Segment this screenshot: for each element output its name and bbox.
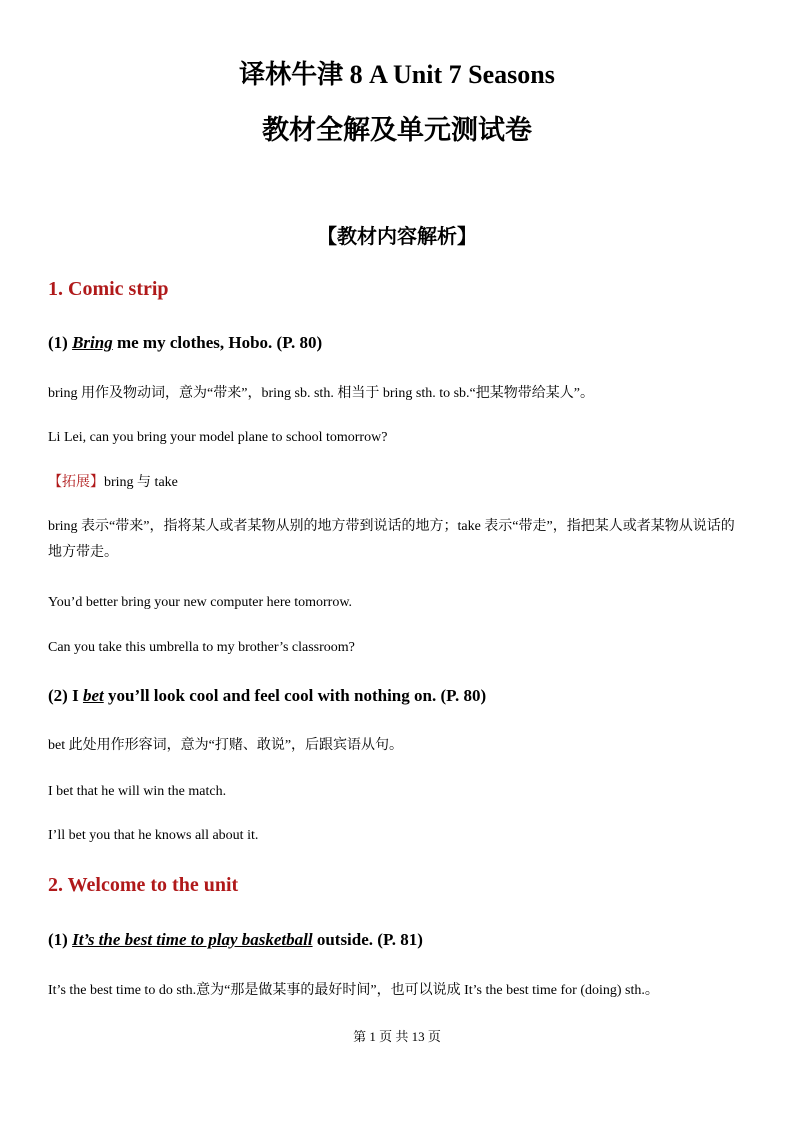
section-heading-welcome: 2. Welcome to the unit (48, 874, 239, 896)
point-sentence: outside. (P. 81) (312, 930, 423, 949)
example-sentence: You’d better bring your new computer here tomorrow. (48, 595, 353, 610)
explanation-text: It’s the best time to do sth.意为“那是做某事的最好时间”，也可以说成 It’s the best time for (doing) sth.。 (48, 983, 659, 998)
point-sentence: you’ll look cool and feel cool with nothing on. (P. 80) (103, 686, 487, 705)
key-word: Bring (72, 333, 113, 352)
example-sentence: I’ll bet you that he knows all about it. (48, 828, 259, 843)
example-sentence: I bet that he will win the match. (48, 784, 227, 799)
point-number: (2) I (48, 686, 83, 705)
document-title: 译林牛津 8 A Unit 7 Seasons (239, 60, 555, 89)
extension-explanation: bring 表示“带来”，指将某人或者某物从别的地方带到说话的地方；take 表示“带走”，指把某人或者某物从说话的地方带走。 (48, 519, 735, 560)
extension-line (48, 470, 748, 496)
point-heading-bring (48, 333, 322, 353)
point-number: (1) (48, 930, 73, 949)
document-subtitle: 教材全解及单元测试卷 (262, 115, 532, 145)
extension-label: 【拓展】 (48, 475, 104, 490)
point-heading-bet (48, 686, 486, 706)
section-heading-comic-strip: 1. Comic strip (48, 278, 169, 300)
explanation-text: bring 用作及物动词，意为“带来”，bring sb. sth. 相当于 bring sth. to sb.“把某物带给某人”。 (48, 386, 594, 401)
point-number: (1) (48, 333, 73, 352)
example-sentence: Li Lei, can you bring your model plane to school tomorrow? (48, 430, 388, 445)
section-label: 【教材内容解析】 (317, 226, 477, 248)
key-word: bet (82, 686, 104, 705)
explanation-text: bet 此处用作形容词，意为“打赌、敢说”，后跟宾语从句。 (48, 738, 404, 753)
point-sentence: me my clothes, Hobo. (P. 80) (112, 333, 323, 352)
example-sentence: Can you take this umbrella to my brother’s classroom? (48, 640, 355, 655)
extension-topic: bring 与 take (104, 475, 178, 490)
point-heading-best-time (48, 930, 423, 950)
page-footer: 第 1 页 共 13 页 (353, 1029, 441, 1044)
key-phrase: It’s the best time to play basketball (72, 930, 313, 949)
